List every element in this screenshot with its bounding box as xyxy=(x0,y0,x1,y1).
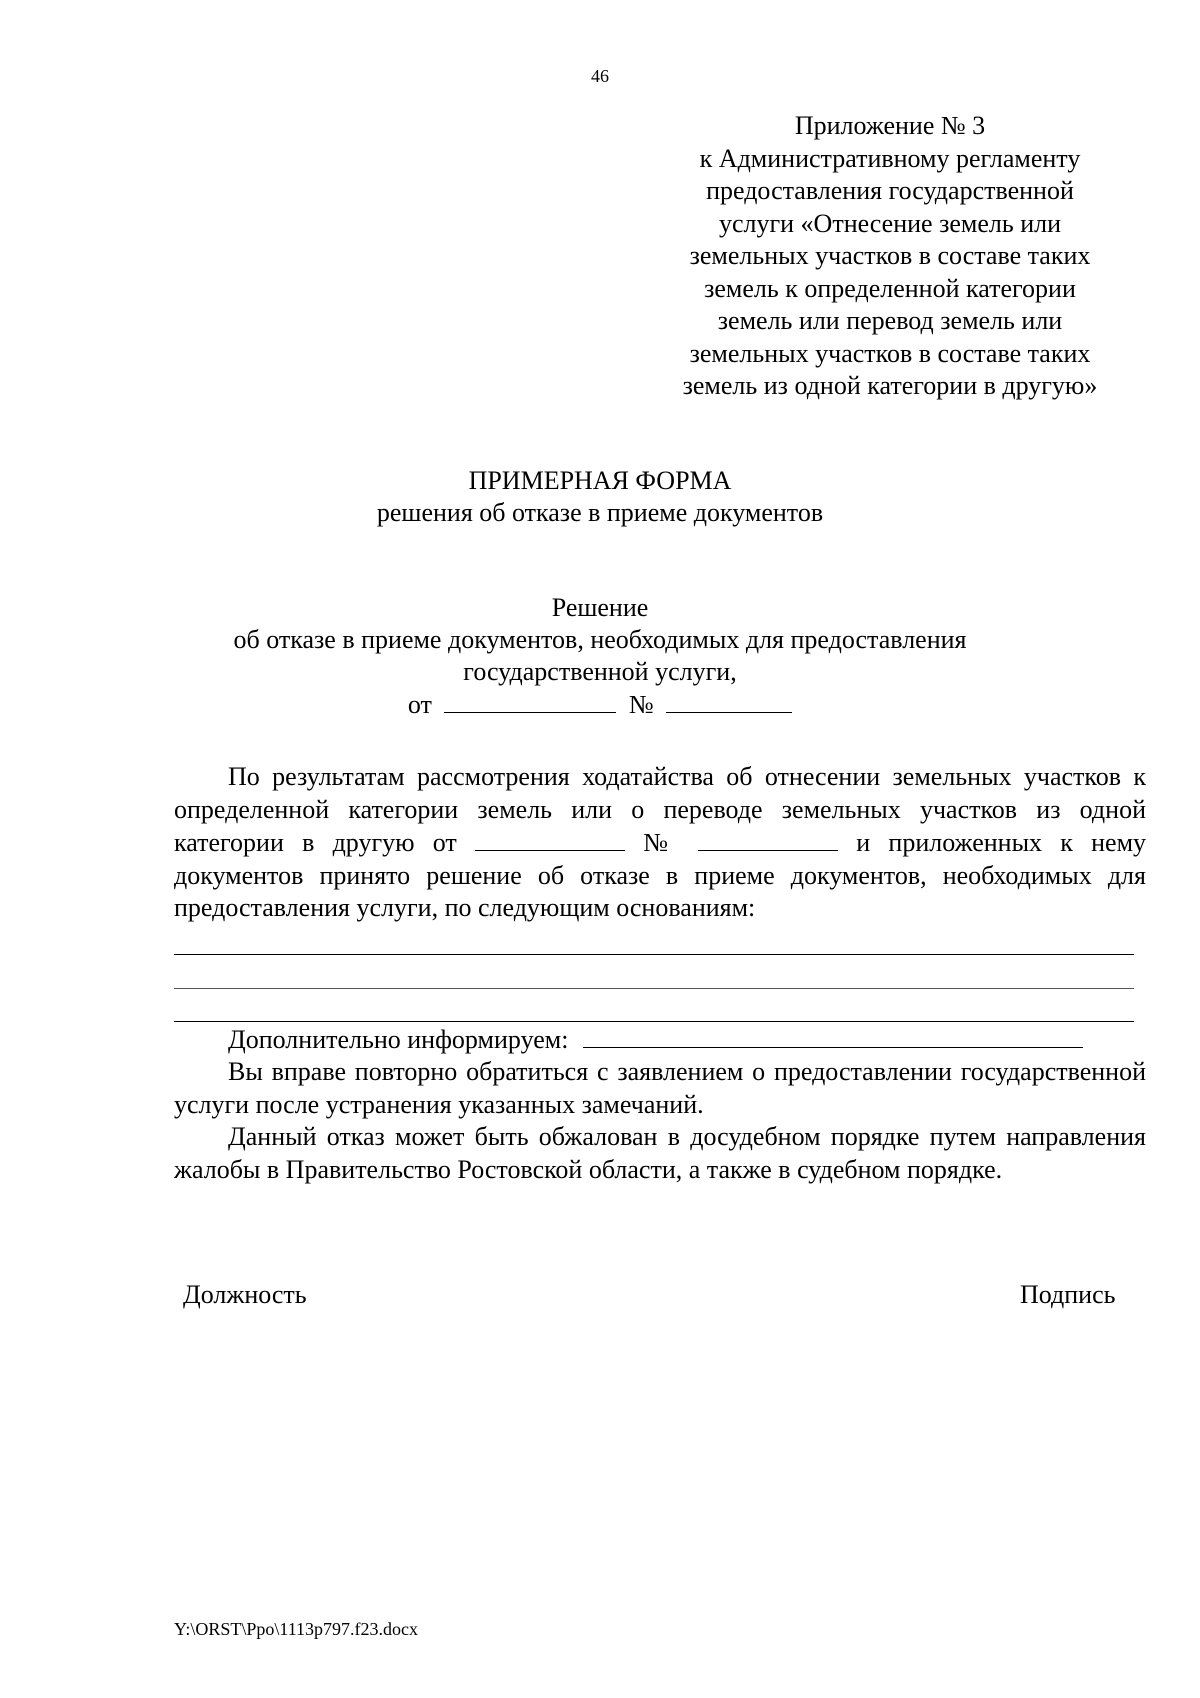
decision-line-2: государственной услуги, xyxy=(463,657,737,686)
petition-number-sign: № xyxy=(643,828,680,857)
date-blank[interactable] xyxy=(444,688,616,713)
appendix-header xyxy=(640,110,1140,403)
page-number: 46 xyxy=(591,66,609,86)
grounds-line[interactable] xyxy=(174,988,1134,989)
date-prefix: от xyxy=(407,690,432,719)
form-subheading: решения об отказе в приеме документов xyxy=(376,498,824,527)
decision-date-line xyxy=(0,688,1200,721)
appendix-line: земель из одной категории в другую» xyxy=(682,371,1098,400)
appendix-line: предоставления государственной xyxy=(706,176,1074,205)
petition-number-blank[interactable] xyxy=(698,826,838,851)
appendix-line: земельных участков в составе таких xyxy=(689,241,1091,270)
form-title xyxy=(0,465,1200,529)
decision-heading xyxy=(0,592,1200,721)
appendix-line: услуги «Отнесение земель или xyxy=(718,208,1062,238)
grounds-line[interactable] xyxy=(174,954,1134,955)
paragraph-results-part2: и приложенных к нему документов принято решение об отказе в приеме документов, необходимых для предоставления услуги, по следующим основаниям: xyxy=(174,828,1147,922)
appendix-line: Приложение № 3 xyxy=(794,111,986,140)
position-label: Должность xyxy=(183,1280,307,1309)
additional-info-blank[interactable] xyxy=(583,1023,1083,1048)
paragraph-appeal: Данный отказ может быть обжалован в досудебном порядке путем направления жалобы в Правительство Ростовской области, а также в судебном порядке. xyxy=(174,1122,1146,1184)
decision-line-1: об отказе в приеме документов, необходимых для предоставления xyxy=(233,625,967,654)
footer-file-path: Y:\ORST\Ppo\1113p797.f23.docx xyxy=(174,1619,419,1639)
appendix-line: к Административному регламенту xyxy=(699,143,1081,173)
paragraph-reapply: Вы вправе повторно обратиться с заявлением о предоставлении государственной услуги после устранения указанных замечаний. xyxy=(174,1057,1146,1119)
additional-info-line xyxy=(228,1023,1083,1057)
form-heading: ПРИМЕРНАЯ ФОРМА xyxy=(468,466,732,495)
number-blank[interactable] xyxy=(666,688,792,713)
appendix-line: земель или перевод земель или xyxy=(717,306,1063,335)
paragraph-results-part1: По результатам рассмотрения ходатайства об отнесении земельных участков к определенной категории земель или о переводе земельных участков из одной категории в другую от xyxy=(174,762,1146,857)
paragraph-results xyxy=(174,761,1146,925)
appendix-line: земельных участков в составе таких xyxy=(689,338,1091,368)
appendix-line: земель к определенной категории xyxy=(704,273,1076,303)
number-sign: № xyxy=(628,690,654,719)
grounds-line[interactable] xyxy=(174,1021,1134,1022)
decision-title: Решение xyxy=(551,593,649,622)
petition-date-blank[interactable] xyxy=(475,826,625,851)
signature-label: Подпись xyxy=(1020,1280,1116,1309)
additional-info-label: Дополнительно информируем: xyxy=(228,1025,569,1054)
